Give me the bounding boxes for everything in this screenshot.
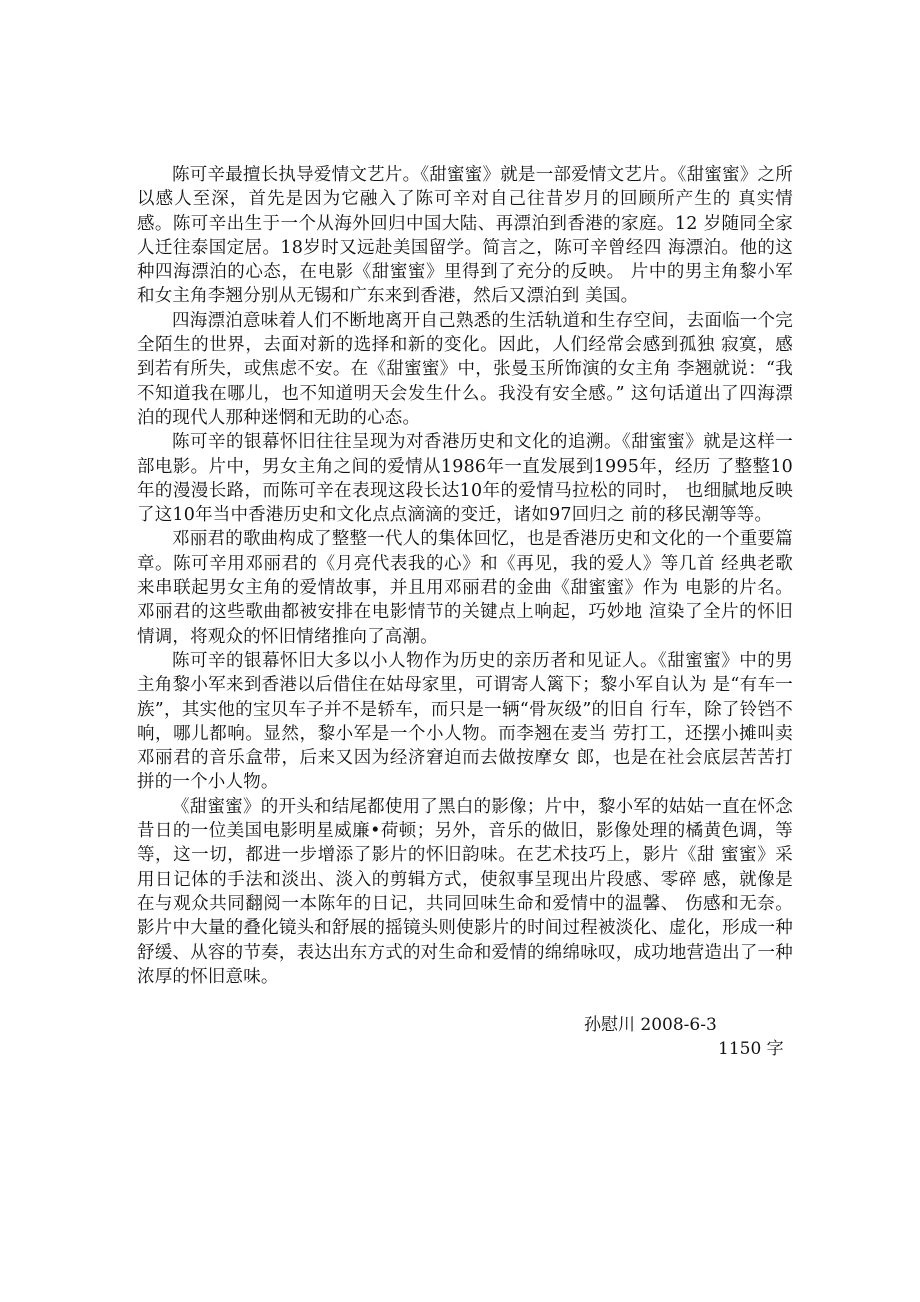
paragraph-6: 《甜蜜蜜》的开头和结尾都使用了黑白的影像；片中，黎小军的姑姑一直在怀念昔日的一位美国电影明星威廉•荷顿；另外，音乐的做旧，影像处理的橘黄色调，等等，这一切，都进一步增添了影片的怀旧韵味。在艺术技巧上，影片《甜 蜜蜜》采用日记体的手法和淡出、淡入的剪辑方式，使叙事呈现出片段感、零碎 感，就像是在与观众共同翻阅一本陈年的日记，共同回味生命和爱情中的温馨、 伤感和无奈。影片中大量的叠化镜头和舒展的摇镜头则使影片的时间过程被淡化、虚化，形成一种舒缓、从容的节奏，表达出东方式的对生命和爱情的绵绵咏叹，成功地营造出了一种浓厚的怀旧意味。 [137,796,793,987]
paragraph-2: 四海漂泊意味着人们不断地离开自己熟悉的生活轨道和生存空间，去面临一个完全陌生的世界，去面对新的选择和新的变化。因此，人们经常会感到孤独 寂寞，感到若有所失，或焦虑不安。在《甜蜜蜜》中，张曼玉所饰演的女主角 李翘就说：“我不知道我在哪儿，也不知道明天会发生什么。我没有安全感。” 这句话道出了四海漂泊的现代人那种迷惘和无助的心态。 [137,310,793,428]
word-count: 1150 字 [718,1039,784,1059]
author-signature: 孙慰川 2008-6-3 [584,1015,717,1035]
article-body [137,163,793,989]
paragraph-4: 邓丽君的歌曲构成了整整一代人的集体回忆，也是香港历史和文化的一个重要篇章。陈可辛用邓丽君的《月亮代表我的心》和《再见，我的爱人》等几首 经典老歌来串联起男女主角的爱情故事，并且用邓丽君的金曲《甜蜜蜜》作为 电影的片名。邓丽君的这些歌曲都被安排在电影情节的关键点上响起，巧妙地 渲染了全片的怀旧情调，将观众的怀旧情绪推向了高潮。 [137,529,793,647]
paragraph-1: 陈可辛最擅长执导爱情文艺片。《甜蜜蜜》就是一部爱情文艺片。《甜蜜蜜》之所以感人至深，首先是因为它融入了陈可辛对自己往昔岁月的回顾所产生的 真实情感。陈可辛出生于一个从海外回归中国大陆、再漂泊到香港的家庭。12 岁随同全家人迁往泰国定居。18岁时又远赴美国留学。简言之，陈可辛曾经四 海漂泊。他的这种四海漂泊的心态，在电影《甜蜜蜜》里得到了充分的反映。 片中的男主角黎小军和女主角李翘分别从无锡和广东来到香港，然后又漂泊到 美国。 [137,165,793,307]
paragraph-5: 陈可辛的银幕怀旧大多以小人物作为历史的亲历者和见证人。《甜蜜蜜》中的男主角黎小军来到香港以后借住在姑母家里，可谓寄人篱下；黎小军自认为 是“有车一族”，其实他的宝贝车子并不是轿车，而只是一辆“骨灰级”的旧自 行车，除了铃铛不响，哪儿都响。显然，黎小军是一个小人物。而李翘在麦当 劳打工，还摆小摊叫卖邓丽君的音乐盒带，后来又因为经济窘迫而去做按摩女 郎，也是在社会底层苦苦打拼的一个小人物。 [137,650,793,793]
paragraph-3: 陈可辛的银幕怀旧往往呈现为对香港历史和文化的追溯。《甜蜜蜜》就是这样一部电影。片中，男女主角之间的爱情从1986年一直发展到1995年，经历 了整整10年的漫漫长路，而陈可辛在表现这段长达10年的爱情马拉松的同时， 也细腻地反映了这10年当中香港历史和文化点点滴滴的变迁，诸如97回归之 前的移民潮等等。 [137,432,793,526]
